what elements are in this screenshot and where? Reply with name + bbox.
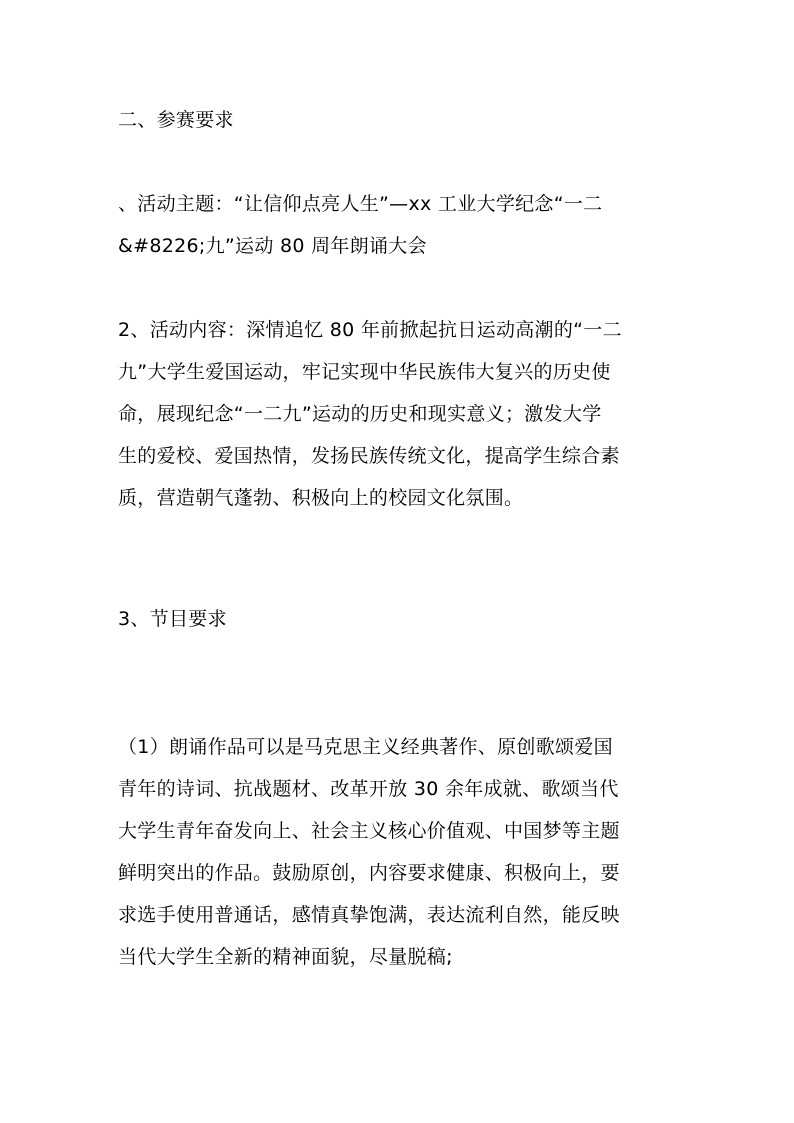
activity-theme-paragraph: [118, 183, 678, 267]
activity-content-paragraph: [118, 309, 678, 519]
paragraph-line: 九”大学生爱国运动，牢记实现中华民族伟大复兴的历史使: [118, 361, 611, 383]
paragraph-line: 命，展现纪念“一二九”运动的历史和现实意义；激发大学: [118, 403, 602, 425]
paragraph-line: （1）朗诵作品可以是马克思主义经典著作、原创歌颂爱国: [118, 736, 613, 758]
paragraph-line: 生的爱校、爱国热情，发扬民族传统文化，提高学生综合素: [118, 445, 620, 467]
paragraph-line: &#8226;九”运动 80 周年朗诵大会: [118, 235, 427, 257]
paragraph-line: 2、活动内容：深情追忆 80 年前掀起抗日运动高潮的“一二: [118, 319, 622, 341]
program-requirement-1-paragraph: [118, 726, 678, 978]
paragraph-line: 大学生青年奋发向上、社会主义核心价值观、中国梦等主题: [118, 820, 620, 842]
paragraph-line: 青年的诗词、抗战题材、改革开放 30 余年成就、歌颂当代: [118, 778, 619, 800]
paragraph-line: 质，营造朝气蓬勃、积极向上的校园文化氛围。: [118, 487, 524, 509]
section-heading: [118, 99, 678, 141]
paragraph-line: 求选手使用普通话，感情真挚饱满，表达流利自然，能反映: [118, 904, 620, 926]
paragraph-line: 鲜明突出的作品。鼓励原创，内容要求健康、积极向上，要: [118, 862, 620, 884]
paragraph-line: 、活动主题：“让信仰点亮人生”—xx 工业大学纪念“一二: [118, 193, 603, 215]
section-heading-text: 二、参赛要求: [118, 109, 234, 131]
program-requirements-heading: [118, 598, 678, 640]
program-requirements-text: 3、节目要求: [118, 608, 227, 630]
paragraph-line: 当代大学生全新的精神面貌，尽量脱稿;: [118, 946, 453, 968]
